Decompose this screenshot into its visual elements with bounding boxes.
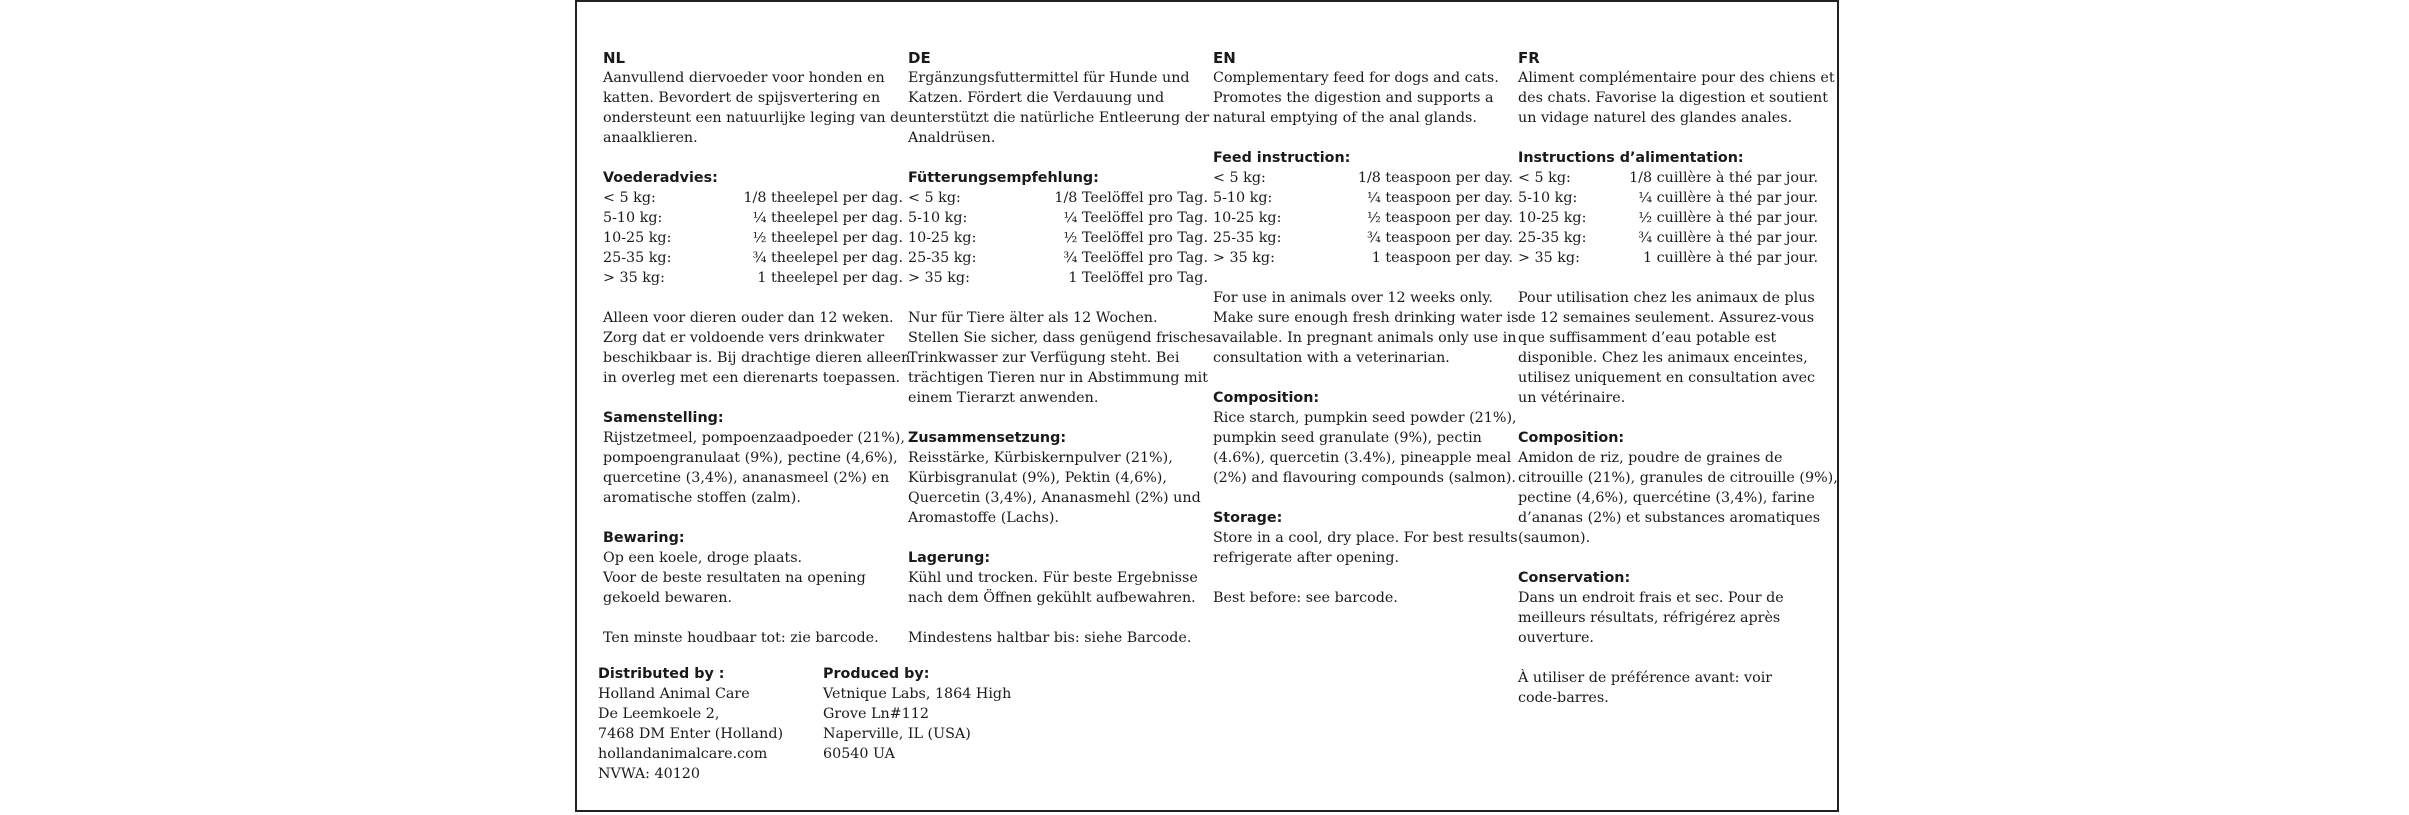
dosage-row [1518,208,1818,228]
usage-text: Pour utilisation chez les animaux de plus [1518,290,1815,306]
dosage-weight: > 35 kg: [603,270,665,286]
dosage-row [908,248,1208,268]
best-before-text: Best before: see barcode. [1213,590,1398,606]
usage-text: available. In pregnant animals only use in [1213,330,1517,346]
dosage-row [1518,188,1818,208]
composition-text: (2%) and flavouring compounds (salmon). [1213,470,1516,486]
dosage-weight: 5-10 kg: [603,210,663,226]
composition-text: (4.6%), quercetin (3.4%), pineapple meal [1213,450,1512,466]
intro-text: unterstützt die natürliche Entleerung der [908,110,1210,126]
storage-text: Dans un endroit frais et sec. Pour de [1518,590,1784,606]
dosage-amount: ½ theelepel per dag. [752,230,903,246]
dosage-weight: 25-35 kg: [1213,230,1282,246]
language-code: FR [1518,49,1540,67]
feeding-heading: Feed instruction: [1213,150,1351,166]
dosage-amount: ½ teaspoon per day. [1367,210,1513,226]
composition-heading: Composition: [1518,430,1625,446]
usage-text: disponible. Chez les animaux enceintes, [1518,350,1808,366]
usage-text: Alleen voor dieren ouder dan 12 weken. [603,310,894,326]
storage-text: refrigerate after opening. [1213,550,1400,566]
dosage-weight: < 5 kg: [603,190,656,206]
dosage-row [1213,228,1513,248]
intro-text: Promotes the digestion and supports a [1213,90,1494,106]
distributor-line: hollandanimalcare.com [598,746,768,762]
storage-text: Store in a cool, dry place. For best results [1213,530,1518,546]
best-before-text: À utiliser de préférence avant: voir [1518,670,1773,686]
dosage-row [1213,248,1513,268]
usage-text: Make sure enough fresh drinking water is [1213,310,1519,326]
distributor-line: 7468 DM Enter (Holland) [598,726,784,742]
intro-text: Analdrüsen. [908,130,996,146]
best-before-text: Mindestens haltbar bis: siehe Barcode. [908,630,1192,646]
storage-heading: Conservation: [1518,570,1631,586]
language-code: EN [1213,49,1236,67]
intro-text: Katzen. Fördert die Verdauung und [908,90,1165,106]
dosage-weight: 10-25 kg: [1518,210,1587,226]
usage-text: consultation with a veterinarian. [1213,350,1450,366]
composition-text: Rice starch, pumpkin seed powder (21%), [1213,410,1517,426]
intro-text: Complementary feed for dogs and cats. [1213,70,1499,86]
intro-text: anaalklieren. [603,130,698,146]
composition-text: pectine (4,6%), quercétine (3,4%), farine [1518,490,1815,506]
composition-text: Aromastoffe (Lachs). [908,510,1059,526]
dosage-amount: 1/8 Teelöffel pro Tag. [1054,190,1208,206]
language-code: DE [908,49,931,67]
dosage-amount: ¼ teaspoon per day. [1367,190,1513,206]
dosage-amount: ¾ cuillère à thé par jour. [1638,230,1818,246]
dosage-amount: ¾ Teelöffel pro Tag. [1063,250,1208,266]
producer-line: Naperville, IL (USA) [823,726,971,742]
usage-text: trächtigen Tieren nur in Abstimmung mit [908,370,1208,386]
composition-heading: Samenstelling: [603,410,724,426]
composition-text: Amidon de riz, poudre de graines de [1518,450,1783,466]
storage-text: gekoeld bewaren. [603,590,733,606]
dosage-amount: 1/8 theelepel per dag. [743,190,903,206]
dosage-weight: > 35 kg: [908,270,970,286]
best-before-text: code-barres. [1518,690,1609,706]
producer-line: Grove Ln#112 [823,706,929,722]
feeding-heading: Fütterungsempfehlung: [908,170,1099,186]
dosage-amount: 1 cuillère à thé par jour. [1642,250,1818,266]
dosage-amount: ¼ Teelöffel pro Tag. [1063,210,1208,226]
dosage-amount: ½ Teelöffel pro Tag. [1063,230,1208,246]
intro-text: un vidage naturel des glandes anales. [1518,110,1793,126]
composition-text: Kürbisgranulat (9%), Pektin (4,6%), [908,470,1167,486]
dosage-amount: 1 Teelöffel pro Tag. [1068,270,1208,286]
usage-text: un vétérinaire. [1518,390,1626,406]
dosage-amount: ½ cuillère à thé par jour. [1638,210,1818,226]
dosage-weight: < 5 kg: [1213,170,1266,186]
composition-text: aromatische stoffen (zalm). [603,490,801,506]
usage-text: Zorg dat er voldoende vers drinkwater [603,330,885,346]
producer-title: Produced by: [823,666,930,682]
storage-heading: Storage: [1213,510,1283,526]
distributor-title: Distributed by : [598,666,725,682]
distributor-line: Holland Animal Care [598,686,750,702]
usage-text: utilisez uniquement en consultation avec [1518,370,1816,386]
dosage-weight: 10-25 kg: [908,230,977,246]
usage-text: de 12 semaines seulement. Assurez-vous [1518,310,1815,326]
composition-text: Reisstärke, Kürbiskernpulver (21%), [908,450,1173,466]
dosage-row [603,208,903,228]
distributor-block [598,664,808,784]
dosage-weight: 25-35 kg: [908,250,977,266]
dosage-row [908,268,1208,288]
dosage-weight: 10-25 kg: [603,230,672,246]
intro-text: des chats. Favorise la digestion et soutient [1518,90,1828,106]
usage-text: que suffisamment d’eau potable est [1518,330,1777,346]
dosage-row [603,188,903,208]
dosage-row [603,228,903,248]
intro-text: Aliment complémentaire pour des chiens et [1518,70,1835,86]
storage-heading: Lagerung: [908,550,991,566]
usage-text: Nur für Tiere älter als 12 Wochen. [908,310,1158,326]
dosage-amount: 1/8 teaspoon per day. [1357,170,1513,186]
intro-text: Aanvullend diervoeder voor honden en [603,70,885,86]
dosage-weight: < 5 kg: [1518,170,1571,186]
intro-text: ondersteunt een natuurlijke leging van de [603,110,908,126]
storage-text: ouverture. [1518,630,1594,646]
dosage-amount: ¾ theelepel per dag. [752,250,903,266]
intro-text: natural emptying of the anal glands. [1213,110,1477,126]
dosage-row [1213,208,1513,228]
composition-text: d’ananas (2%) et substances aromatiques [1518,510,1821,526]
usage-text: beschikbaar is. Bij drachtige dieren alleen [603,350,911,366]
composition-heading: Composition: [1213,390,1320,406]
feeding-heading: Voederadvies: [603,170,718,186]
usage-text: For use in animals over 12 weeks only. [1213,290,1493,306]
dosage-amount: ¼ cuillère à thé par jour. [1638,190,1818,206]
intro-text: katten. Bevordert de spijsvertering en [603,90,881,106]
dosage-row [1518,248,1818,268]
distributor-line: De Leemkoele 2, [598,706,720,722]
dosage-amount: 1 theelepel per dag. [757,270,903,286]
dosage-amount: 1/8 cuillère à thé par jour. [1629,170,1818,186]
column-nl [603,48,911,648]
language-code: NL [603,49,626,67]
dosage-weight: 5-10 kg: [908,210,968,226]
composition-text: citrouille (21%), granules de citrouille (9%), [1518,470,1838,486]
dosage-amount: 1 teaspoon per day. [1371,250,1513,266]
producer-line: 60540 UA [823,746,895,762]
dosage-weight: 10-25 kg: [1213,210,1282,226]
usage-text: Stellen Sie sicher, dass genügend frisches [908,330,1214,346]
dosage-weight: 25-35 kg: [603,250,672,266]
dosage-weight: 5-10 kg: [1518,190,1578,206]
composition-text: quercetine (3,4%), ananasmeel (2%) en [603,470,890,486]
usage-text: Trinkwasser zur Verfügung steht. Bei [908,350,1180,366]
dosage-row [1213,168,1513,188]
dosage-row [1213,188,1513,208]
composition-text: pompoengranulaat (9%), pectine (4,6%), [603,450,898,466]
dosage-row [1518,168,1818,188]
composition-text: Quercetin (3,4%), Ananasmehl (2%) und [908,490,1201,506]
best-before-text: Ten minste houdbaar tot: zie barcode. [603,630,879,646]
dosage-row [908,208,1208,228]
usage-text: in overleg met een dierenarts toepassen. [603,370,901,386]
column-en [1213,48,1519,608]
dosage-weight: > 35 kg: [1213,250,1275,266]
usage-text: einem Tierarzt anwenden. [908,390,1099,406]
dosage-amount: ¾ teaspoon per day. [1367,230,1513,246]
storage-text: Voor de beste resultaten na opening [603,570,866,586]
column-fr [1518,48,1838,708]
dosage-row [1518,228,1818,248]
dosage-weight: < 5 kg: [908,190,961,206]
storage-text: nach dem Öffnen gekühlt aufbewahren. [908,590,1196,606]
intro-text: Ergänzungsfuttermittel für Hunde und [908,70,1190,86]
dosage-amount: ¼ theelepel per dag. [752,210,903,226]
dosage-row [603,248,903,268]
storage-heading: Bewaring: [603,530,685,546]
dosage-row [603,268,903,288]
composition-text: (saumon). [1518,530,1591,546]
composition-heading: Zusammensetzung: [908,430,1067,446]
dosage-row [908,228,1208,248]
dosage-weight: 5-10 kg: [1213,190,1273,206]
composition-text: pumpkin seed granulate (9%), pectin [1213,430,1482,446]
dosage-row [908,188,1208,208]
column-de [908,48,1214,648]
producer-line: Vetnique Labs, 1864 High [823,686,1012,702]
storage-text: Op een koele, droge plaats. [603,550,803,566]
dosage-weight: > 35 kg: [1518,250,1580,266]
storage-text: Kühl und trocken. Für beste Ergebnisse [908,570,1198,586]
feeding-heading: Instructions d’alimentation: [1518,150,1744,166]
composition-text: Rijstzetmeel, pompoenzaadpoeder (21%), [603,430,905,446]
storage-text: meilleurs résultats, réfrigérez après [1518,610,1781,626]
producer-block [823,664,1033,764]
distributor-line: NVWA: 40120 [598,766,700,782]
dosage-weight: 25-35 kg: [1518,230,1587,246]
